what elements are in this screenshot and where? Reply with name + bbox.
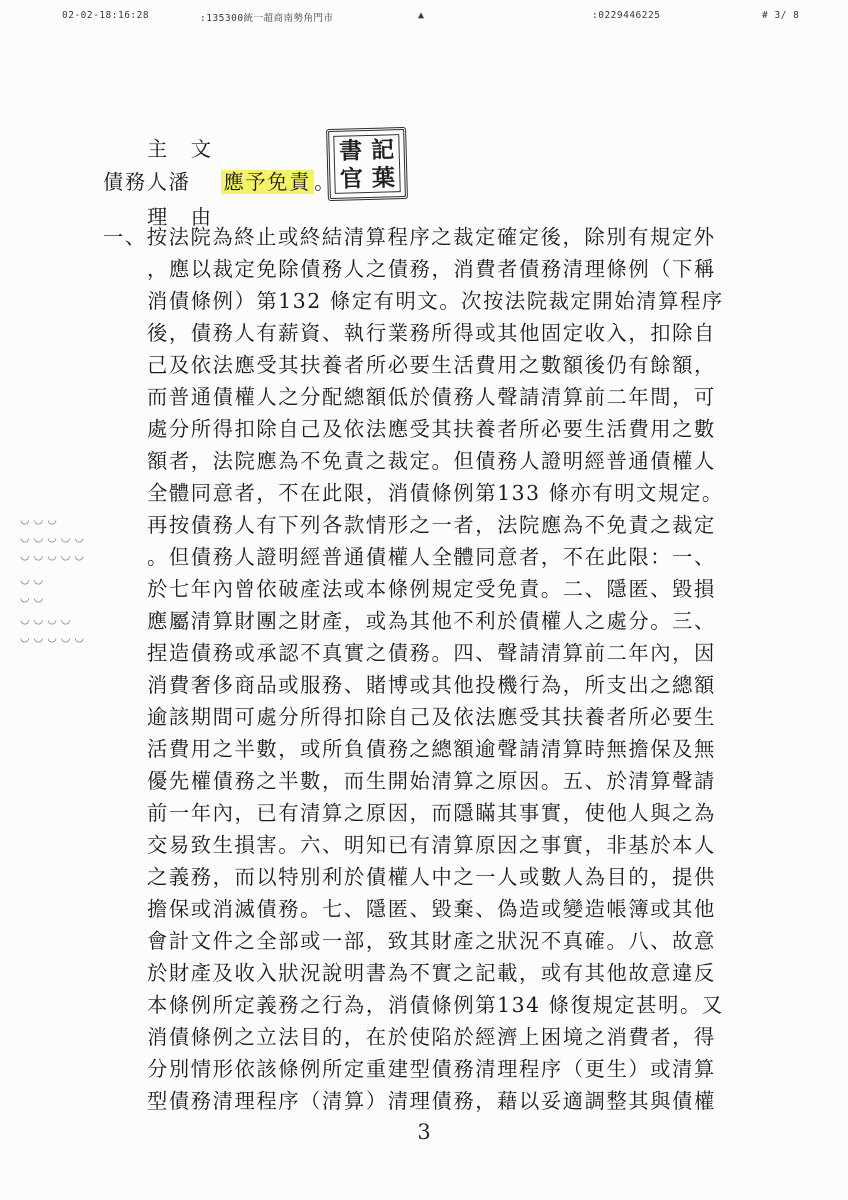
ruling-discharge-highlight: 應予免責 [221,170,315,194]
body-line: 後，債務人有薪資、執行業務所得或其他固定收入，扣除自 [147,321,716,345]
body-line: 應屬清算財團之財產，或為其他不利於債權人之處分。三、 [147,609,716,633]
heading-main: 主 文 [147,137,213,161]
body-line: 。但債務人證明經普通債權人全體同意者，不在此限：一、 [147,545,716,569]
body-line: 再按債務人有下列各款情形之一者，法院應為不免責之裁定 [147,513,716,537]
body-line: 一、按法院為終止或終結清算程序之裁定確定後，除別有規定外 [103,225,716,249]
body-line: 捏造債務或承認不真實之債務。四、聲請清算前二年內，因 [147,641,716,665]
body-line: 型債務清理程序（清算）清理債務，藉以妥適調整其與債權 [147,1089,716,1113]
body-line: 於七年內曾依破產法或本條例規定受免責。二、隱匿、毀損 [147,577,716,601]
body-line: 交易致生損害。六、明知已有清算原因之事實，非基於本人 [147,833,716,857]
body-line: ，應以裁定免除債務人之債務，消費者債務清理條例（下稱 [147,257,716,281]
binding-hole-row: ◡◡◡◡◡ [20,549,88,562]
binding-hole-row: ◡◡◡◡◡ [20,531,88,544]
ruling-debtor: 債務人潘 [103,170,191,194]
binding-hole-row: ◡◡ [20,573,48,586]
fax-header [0,10,848,26]
heading-reason: 理 由 [147,205,213,229]
body-line: 逾該期間可處分所得扣除自己及依法應受其扶養者所必要生 [147,705,716,729]
body-line: 會計文件之全部或一部，致其財產之狀況不真確。八、故意 [147,929,716,953]
binding-hole-row: ◡◡◡◡ [20,613,75,626]
ruling-period: 。 [314,170,336,194]
body-line: 消債條例之立法目的，在於使陷於經濟上困境之消費者，得 [147,1025,716,1049]
binding-hole-row: ◡◡◡◡◡ [20,631,88,644]
ruling-line [103,168,336,196]
body-line: 分別情形依該條例所定重建型債務清理程序（更生）或清算 [147,1057,716,1081]
fax-page-counter: # 3/ 8 [762,10,800,21]
clerk-seal [326,127,408,201]
body-line: 於財產及收入狀況說明書為不實之記載，或有其他故意違反 [147,961,716,985]
body-line: 前一年內，已有清算之原因，而隱瞞其事實，使他人與之為 [147,801,716,825]
binding-holes [20,513,88,653]
body-line: 之義務，而以特別利於債權人中之一人或數人為目的，提供 [147,865,716,889]
binding-hole-row: ◡◡ [20,591,48,604]
seal-char: 記 [370,135,395,164]
page-number: 3 [417,1120,431,1144]
clerk-seal-grid [333,134,400,194]
body-line: 全體同意者，不在此限，消債條例第133 條亦有明文規定。 [147,481,724,505]
body-line: 處分所得扣除自己及依法應受其扶養者所必要生活費用之數 [147,417,716,441]
body-line: 消債條例）第132 條定有明文。次按法院裁定開始清算程序 [147,289,724,313]
seal-char: 書 [338,136,363,165]
body-line: 己及依法應受其扶養者所必要生活費用之數額後仍有餘額， [147,353,716,377]
body-line: 消費奢侈商品或服務、賭博或其他投機行為，所支出之總額 [147,673,716,697]
fax-store: :135300統一超商南勢角門市 [200,13,334,24]
body-line: 活費用之半數，或所負債務之總額逾聲請清算時無擔保及無 [147,737,716,761]
body-line: 額者，法院應為不免責之裁定。但債務人證明經普通債權人 [147,449,716,473]
body-line: 而普通債權人之分配總額低於債務人聲請清算前二年間，可 [147,385,716,409]
seal-char: 官 [339,164,364,193]
body-line: 擔保或消滅債務。七、隱匿、毀棄、偽造或變造帳簿或其他 [147,897,716,921]
body-line: 優先權債務之半數，而生開始清算之原因。五、於清算聲請 [147,769,716,793]
binding-hole-row: ◡◡◡ [20,513,61,526]
seal-char: 葉 [371,163,396,192]
fax-mark: ▲ [418,10,425,21]
fax-phone: :0229446225 [592,10,661,21]
body-line: 本條例所定義務之行為，消債條例第134 條復規定甚明。又 [147,993,724,1017]
fax-datetime: 02-02-18:16:28 [62,10,150,21]
